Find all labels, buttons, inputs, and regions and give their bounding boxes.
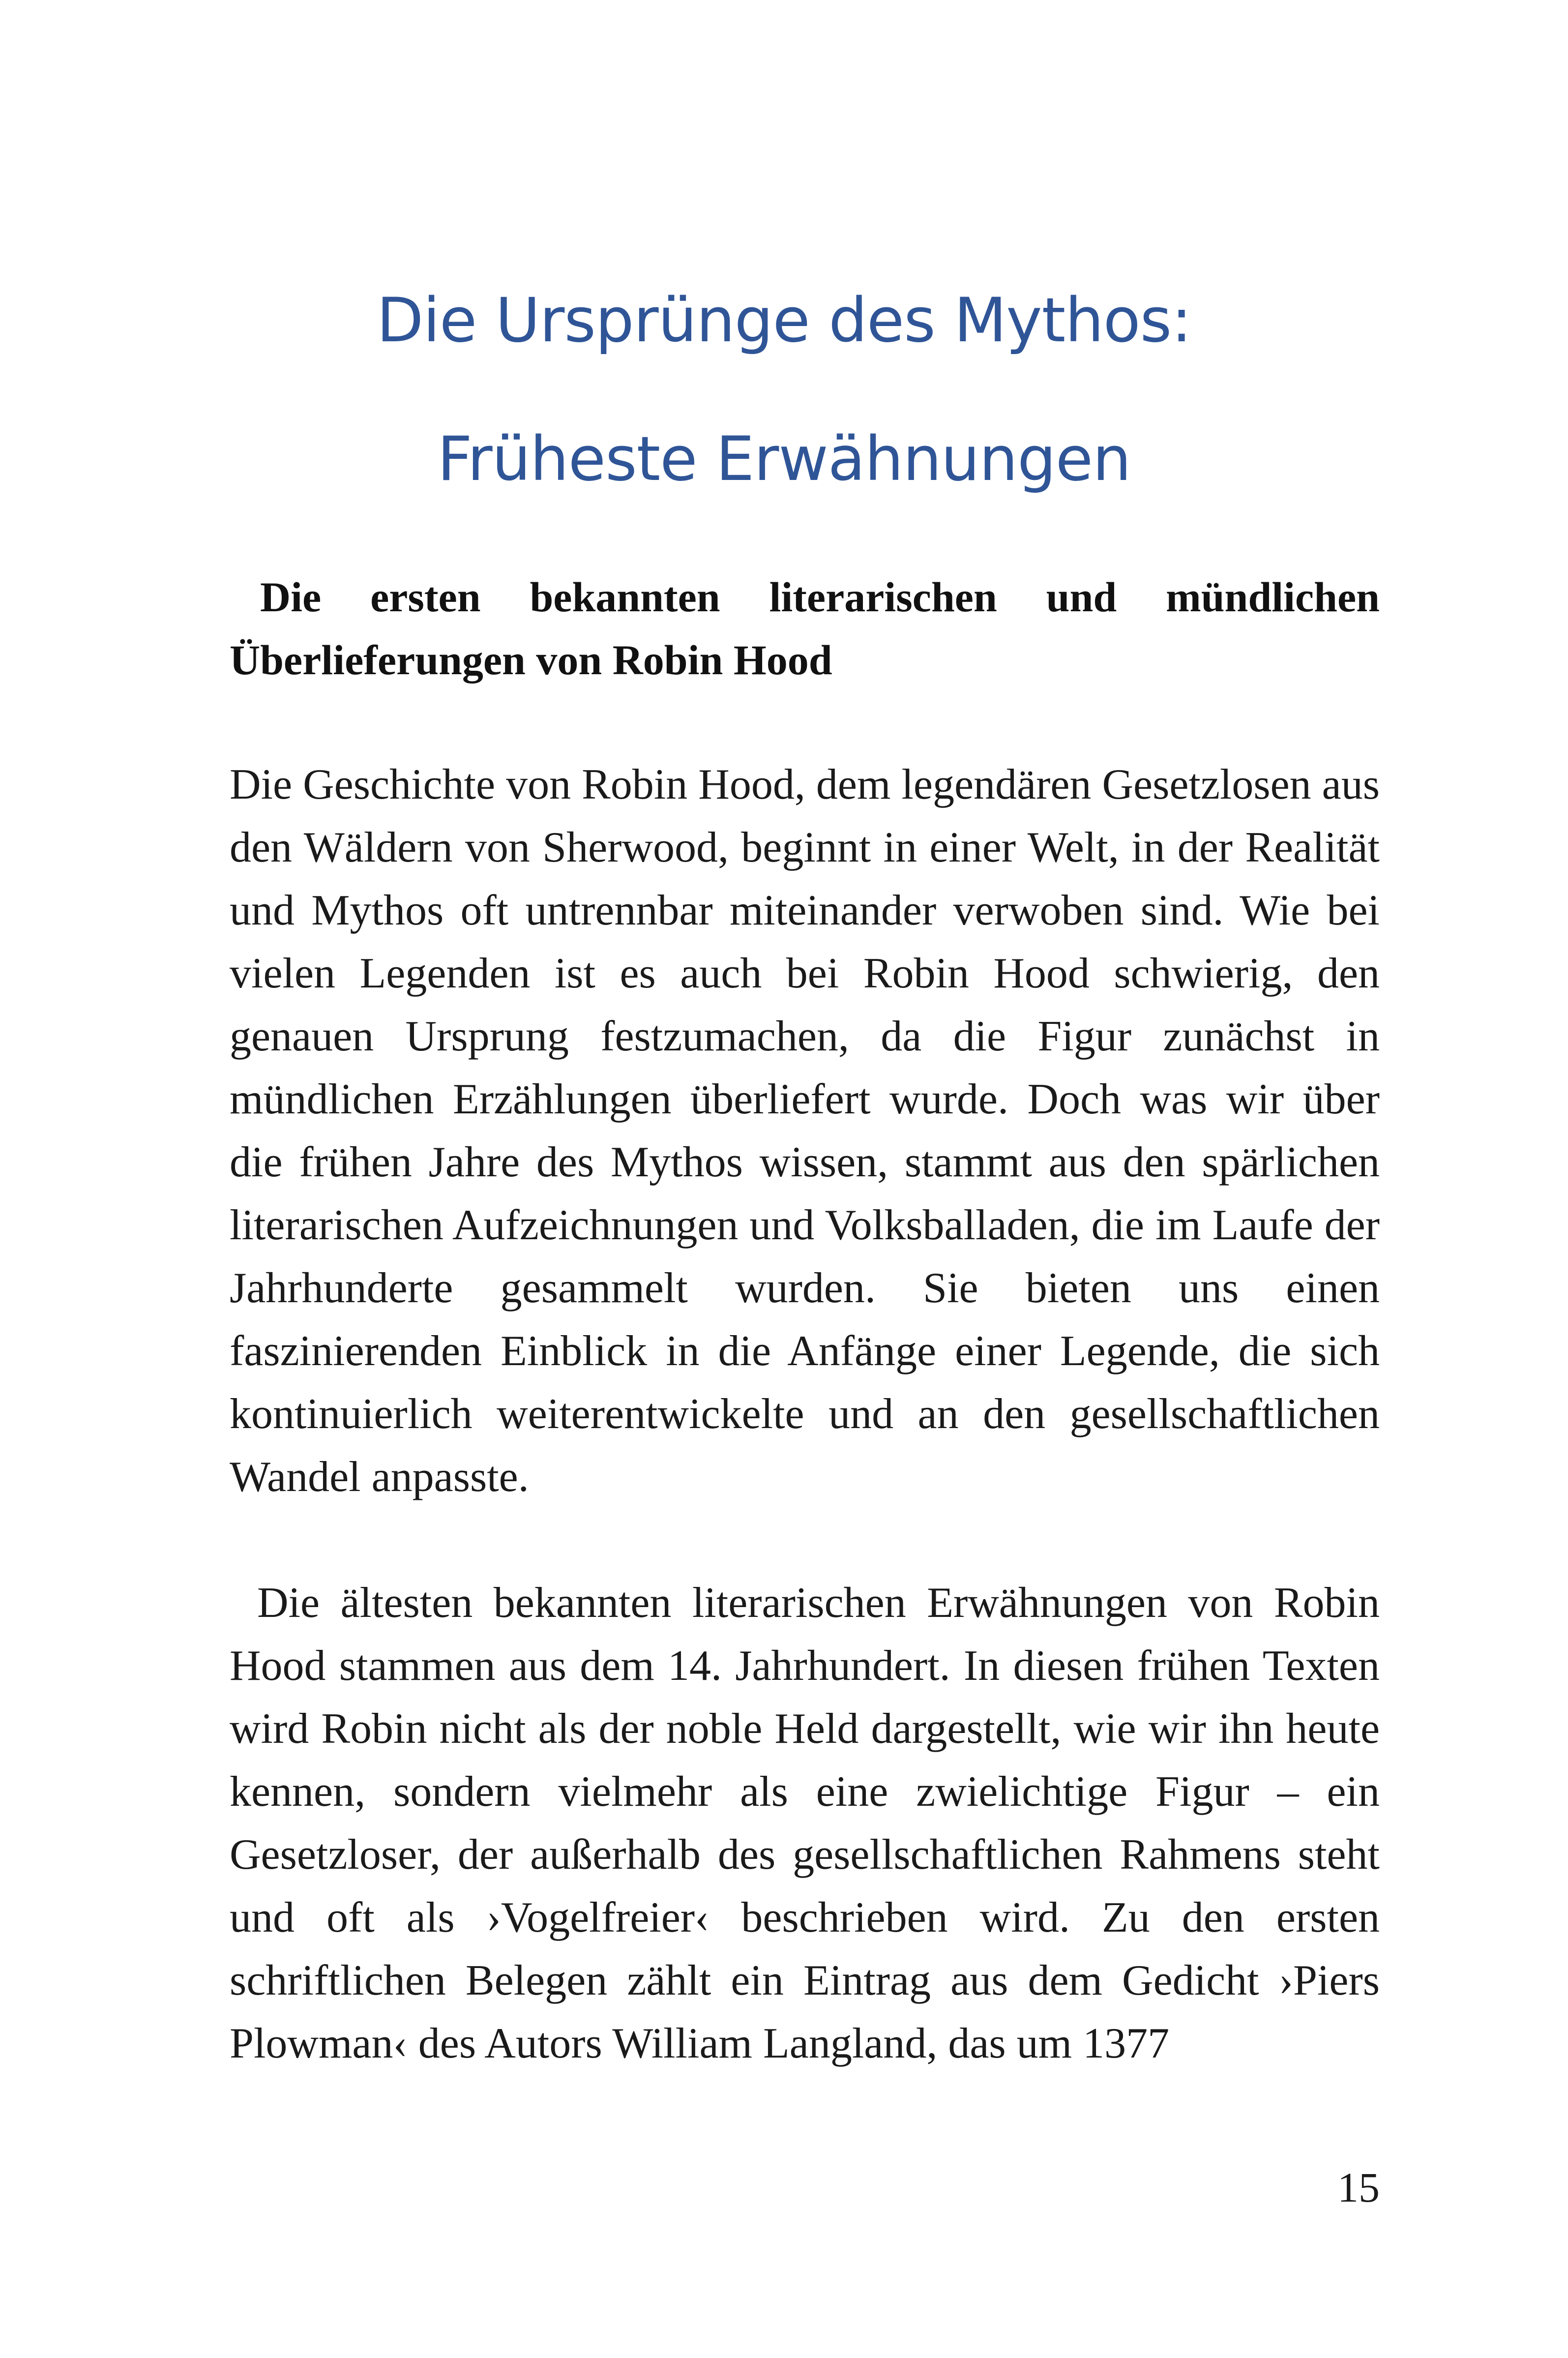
page-number: 15: [1337, 2164, 1380, 2211]
chapter-title-line-1: Die Ursprünge des Mythos:: [376, 285, 1192, 356]
body-paragraph-2: Die ältesten bekannten literarischen Erwähnungen von Robin Hood stammen aus dem 14. Jahrhundert. In diesen frühen Texten wird Robin nicht als der noble Held dargestellt, wie wir ihn heute kennen, sondern vielmehr als eine zwielichtige Figur – ein Gesetzloser, der außerhalb des gesellschaftlichen Rahmens steht und oft als ›Vogelfreier‹ beschrieben wird. Zu den ersten schriftlichen Belegen zählt ein Eintrag aus dem Gedicht ›Piers Plowman‹ des Autors William Langland, das um 1377: [230, 1579, 1380, 2067]
chapter-title-line-2: Früheste Erwähnungen: [437, 424, 1131, 495]
body-paragraph-1: Die Geschichte von Robin Hood, dem legendären Gesetzlosen aus den Wäldern von Sherwood, beginnt in einer Welt, in der Realität und Mythos oft untrennbar miteinander verwoben sind. Wie bei vielen Legenden ist es auch bei Robin Hood schwierig, den genauen Ursprung festzumachen, da die Figur zunächst in mündlichen Erzählungen überliefert wurde. Doch was wir über die frühen Jahre des Mythos wissen, stammt aus den spärlichen literarischen Aufzeichnungen und Volksballaden, die im Laufe der Jahrhunderte gesammelt wurden. Sie bieten uns einen faszinierenden Einblick in die Anfänge einer Legende, die sich kontinuierlich weiterentwickelte und an den gesellschaftlichen Wandel anpasste.: [230, 761, 1380, 1501]
section-heading: Die ersten bekannten literarischen und mündlichen Überlieferungen von Robin Hood: [230, 573, 1380, 684]
